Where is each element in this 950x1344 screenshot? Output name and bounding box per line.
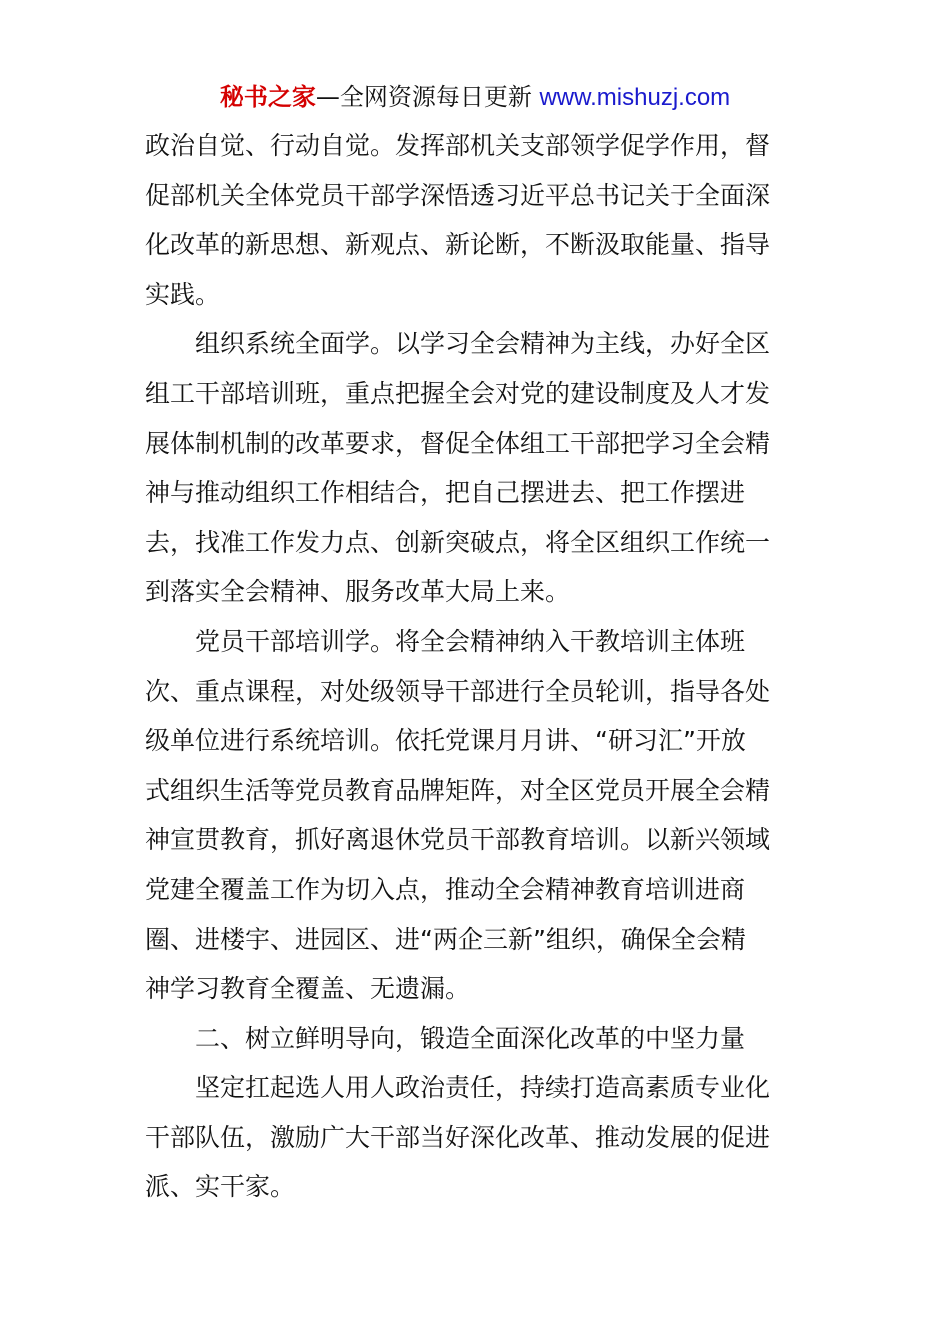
text-line: 干部队伍，激励广大干部当好深化改革、推动发展的促进: [145, 1122, 771, 1152]
section-heading: [145, 1014, 809, 1064]
text-line: 展体制机制的改革要求，督促全体组工干部把学习全会精: [145, 428, 771, 458]
paragraph-2: [145, 319, 809, 617]
text-line: 去，找准工作发力点、创新突破点，将全区组织工作统一: [145, 527, 771, 557]
site-header: [0, 80, 950, 115]
paragraph-3: [145, 617, 809, 1014]
text-line: 党员干部培训学。将全会精神纳入干教培训主体班: [145, 626, 746, 656]
paragraph-1: [145, 121, 809, 319]
text-line: 组织系统全面学。以学习全会精神为主线，办好全区: [145, 329, 771, 359]
text-line: 促部机关全体党员干部学深悟透习近平总书记关于全面深: [145, 180, 771, 210]
text-line: 神宣贯教育，抓好离退休党员干部教育培训。以新兴领域: [145, 825, 771, 855]
paragraph-4: [145, 1063, 809, 1212]
header-tagline: —全网资源每日更新: [315, 83, 532, 111]
document-body: [145, 121, 809, 1212]
heading-line: 二、树立鲜明导向，锻造全面深化改革的中坚力量: [145, 1023, 746, 1053]
text-line: 圈、进楼宇、进园区、进“两企三新”组织，确保全会精: [145, 924, 746, 954]
text-line: 化改革的新思想、新观点、新论断，不断汲取能量、指导: [145, 230, 771, 260]
text-line: 神与推动组织工作相结合，把自己摆进去、把工作摆进: [145, 478, 746, 508]
brand-name: 秘书之家: [219, 83, 316, 111]
text-line: 派、实干家。: [145, 1172, 296, 1202]
site-url-link[interactable]: www.mishuzj.com: [539, 84, 731, 111]
text-line: 政治自觉、行动自觉。发挥部机关支部领学促学作用，督: [145, 131, 771, 160]
text-line: 级单位进行系统培训。依托党课月月讲、“研习汇”开放: [145, 726, 746, 756]
text-line: 神学习教育全覆盖、无遗漏。: [145, 974, 471, 1004]
text-line: 党建全覆盖工作为切入点，推动全会精神教育培训进商: [145, 874, 746, 904]
text-line: 坚定扛起选人用人政治责任，持续打造高素质专业化: [145, 1073, 771, 1103]
text-line: 次、重点课程，对处级领导干部进行全员轮训，指导各处: [145, 676, 771, 706]
text-line: 到落实全会精神、服务改革大局上来。: [145, 577, 571, 607]
text-line: 组工干部培训班，重点把握全会对党的建设制度及人才发: [145, 378, 771, 408]
text-line: 实践。: [145, 279, 221, 309]
text-line: 式组织生活等党员教育品牌矩阵，对全区党员开展全会精: [145, 775, 771, 805]
